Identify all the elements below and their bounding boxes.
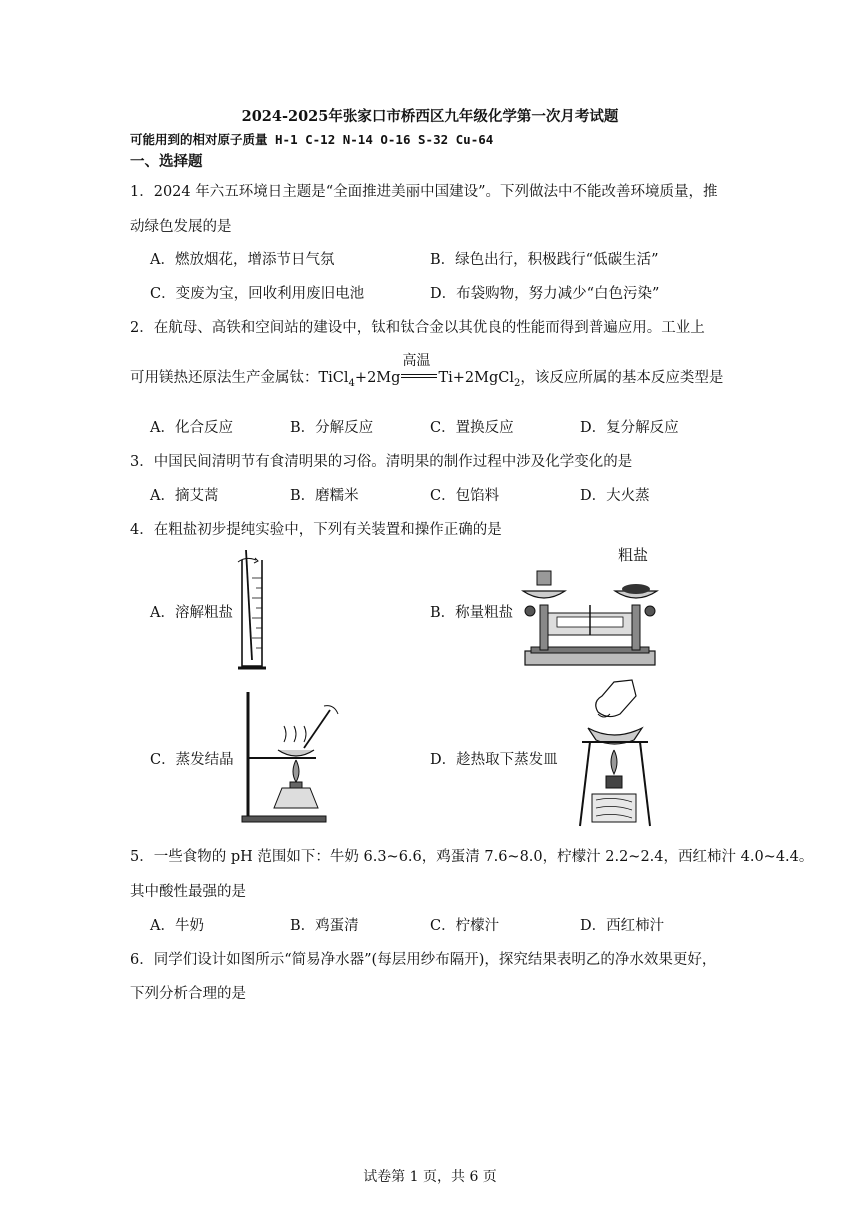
- q2-stem-line2: [130, 353, 724, 389]
- q4-option-c[interactable]: C．蒸发结晶: [150, 752, 234, 768]
- q4-option-a[interactable]: A．溶解粗盐: [150, 605, 233, 621]
- q3-option-c[interactable]: C．包馅料: [430, 488, 500, 504]
- q2-eq-sub1: 4: [348, 377, 355, 389]
- q6-stem-line1: 6．同学们设计如图所示“简易净水器”(每层用纱布隔开)，探究结果表明乙的净水效果更好，: [130, 952, 717, 968]
- q2-eq-product: Ti+2MgCl: [438, 370, 514, 386]
- q2-stem-line1: 2．在航母、高铁和空间站的建设中，钛和钛合金以其优良的性能而得到普遍应用。工业上: [130, 320, 705, 336]
- figure-evaporation-setup: [238, 692, 350, 824]
- q2-option-c[interactable]: C．置换反应: [430, 420, 514, 436]
- q2-option-a[interactable]: A．化合反应: [150, 420, 233, 436]
- figure-remove-dish: [574, 680, 660, 830]
- q2-eq-suffix: ，该反应所属的基本反应类型是: [520, 370, 724, 386]
- page-footer: 试卷第 1 页，共 6 页: [363, 1169, 497, 1185]
- q2-option-b[interactable]: B．分解反应: [290, 420, 374, 436]
- q4-option-b[interactable]: B．称量粗盐: [430, 605, 514, 621]
- section-heading: 一、选择题: [130, 153, 203, 170]
- q5-option-d[interactable]: D．西红柿汁: [580, 918, 665, 934]
- q4-stem: 4．在粗盐初步提纯实验中，下列有关装置和操作正确的是: [130, 522, 502, 538]
- balance-label: 粗盐: [618, 546, 649, 564]
- q5-option-a[interactable]: A．牛奶: [150, 918, 204, 934]
- q2-option-d[interactable]: D．复分解反应: [580, 420, 679, 436]
- q1-option-d[interactable]: D．布袋购物，努力减少“白色污染”: [430, 286, 660, 302]
- q5-option-b[interactable]: B．鸡蛋清: [290, 918, 359, 934]
- figure-graduated-cylinder: [232, 548, 272, 673]
- q3-stem: 3．中国民间清明节有食清明果的习俗。清明果的制作过程中涉及化学变化的是: [130, 454, 633, 470]
- q6-stem-line2: 下列分析合理的是: [130, 986, 246, 1002]
- reaction-condition: 高温: [402, 353, 431, 369]
- reaction-arrow: [400, 353, 438, 382]
- q3-option-a[interactable]: A．摘艾蒿: [150, 488, 219, 504]
- figure-balance-scale: [515, 565, 665, 675]
- q1-option-a[interactable]: A．燃放烟花，增添节日气氛: [150, 252, 335, 268]
- q5-stem-line2: 其中酸性最强的是: [130, 884, 246, 900]
- atomic-mass-line: 可能用到的相对原子质量 H-1 C-12 N-14 O-16 S-32 Cu-64: [130, 132, 494, 147]
- q1-option-b[interactable]: B．绿色出行，积极践行“低碳生活”: [430, 252, 659, 268]
- q1-option-c[interactable]: C．变废为宝，回收利用废旧电池: [150, 286, 365, 302]
- q1-stem-line2: 动绿色发展的是: [130, 219, 232, 235]
- q3-option-b[interactable]: B．磨糯米: [290, 488, 359, 504]
- q4-option-d[interactable]: D．趁热取下蒸发皿: [430, 752, 558, 768]
- q2-eq-sub2: 2: [513, 377, 521, 389]
- q2-eq-mid: +2Mg: [354, 370, 401, 386]
- q5-stem-line1: 5．一些食物的 pH 范围如下：牛奶 6.3~6.6，鸡蛋清 7.6~8.0，柠檬汁 2.2~2.4，西红柿汁 4.0~4.4。: [130, 849, 814, 865]
- q1-stem-line1: 1．2024 年六五环境日主题是“全面推进美丽中国建设”。下列做法中不能改善环境质量，推: [130, 184, 718, 200]
- page-title: 2024-2025年张家口市桥西区九年级化学第一次月考试题: [241, 108, 619, 125]
- q5-option-c[interactable]: C．柠檬汁: [430, 918, 500, 934]
- q3-option-d[interactable]: D．大火蒸: [580, 488, 650, 504]
- q2-eq-prefix: 可用镁热还原法生产金属钛：TiCl: [130, 370, 349, 386]
